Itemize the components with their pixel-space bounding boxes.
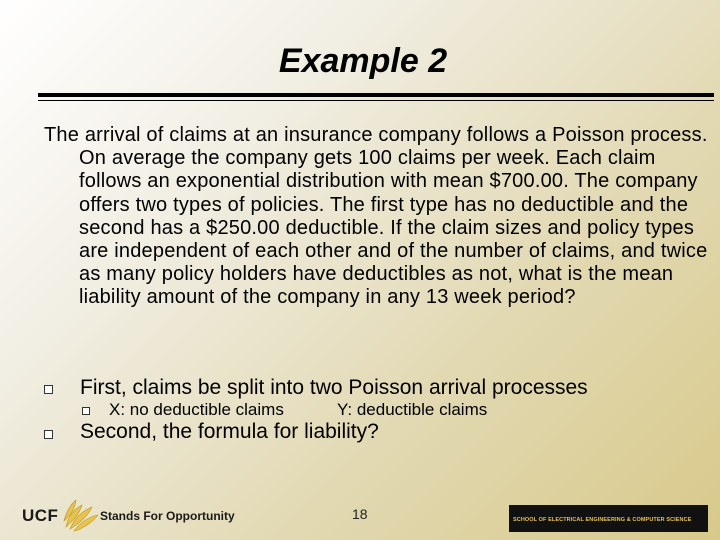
page-number: 18 <box>352 506 368 522</box>
ucf-wordmark: UCF <box>22 506 59 525</box>
square-bullet-icon <box>44 385 53 394</box>
tagline: Stands For Opportunity <box>100 509 235 523</box>
slide-title: Example 2 <box>278 42 448 80</box>
square-bullet-icon <box>82 407 90 415</box>
school-banner: SCHOOL OF ELECTRICAL ENGINEERING & COMPUTER SCIENCE <box>509 505 708 532</box>
pegasus-icon <box>60 497 100 533</box>
sub-bullet-text-x: X: no deductible claims <box>109 400 284 419</box>
problem-paragraph: The arrival of claims at an insurance company follows a Poisson process. On average the company gets 100 claims per week. Each claim follows an exponential distribution with mean $700.00. The company offers two types of policies. The first type has no deductible and the second has a $250.00 deductible. If the claim sizes and policy types are independent of each other and of the number of claims, and twice as many policy holders have deductibles as not, what is the mean liability amount of the company in any 13 week period? <box>44 124 708 309</box>
square-bullet-icon <box>44 430 53 439</box>
bullet-text: First, claims be split into two Poisson arrival processes <box>80 376 588 399</box>
title-divider-thin <box>38 100 714 101</box>
bullet-text: Second, the formula for liability? <box>80 420 379 443</box>
title-divider-thick <box>38 93 714 97</box>
sub-bullet-text-y: Y: deductible claims <box>337 400 488 419</box>
